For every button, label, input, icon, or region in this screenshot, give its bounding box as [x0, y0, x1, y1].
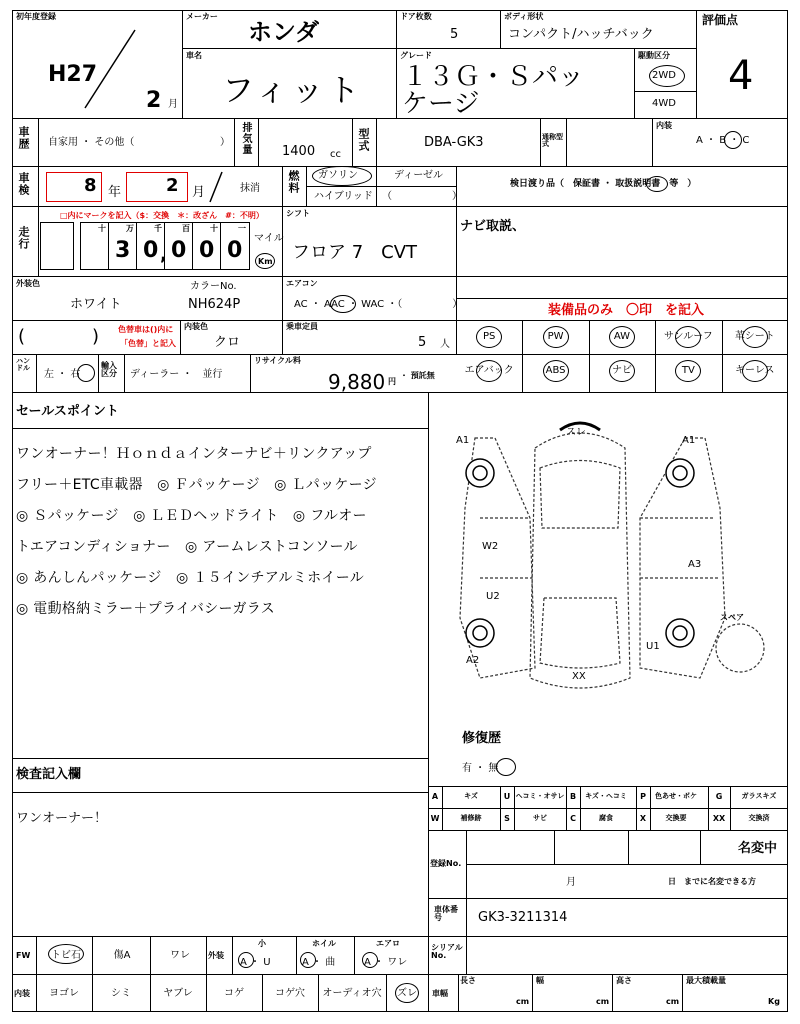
first-reg-month-unit: 月	[168, 99, 178, 110]
divider	[466, 936, 467, 974]
maker-value: ホンダ	[248, 18, 320, 46]
inspection-year: 8	[84, 175, 97, 196]
int-shift-circle	[395, 983, 419, 1003]
inspection-month-unit: 月	[192, 185, 206, 200]
length-label: 長さ	[460, 976, 476, 985]
sales-line: ◎ Ｓパッケージ ◎ ＬＥＤヘッドライト ◎ フルオー	[16, 508, 367, 524]
divider	[150, 936, 151, 974]
wheel-label: ホイル	[312, 939, 336, 948]
handle-right-circle	[77, 364, 95, 382]
divider	[12, 354, 788, 355]
car-name-label: 車名	[186, 51, 202, 60]
equipment-item: TV	[681, 365, 695, 376]
mileage-digit: 0	[143, 238, 159, 263]
damage-label: スペア	[720, 613, 744, 622]
interior-color-value: クロ	[214, 335, 241, 350]
legend-meaning: 交換済	[748, 814, 770, 822]
divider	[428, 808, 788, 809]
interior-grade-value: A ・ B ・ C	[696, 135, 750, 146]
int-item: ズレ	[397, 988, 417, 999]
legend-meaning: キズ・ヘコミ	[585, 792, 627, 800]
divider	[124, 354, 125, 392]
damage-label: W2	[482, 541, 499, 552]
displacement-value: 1400	[282, 144, 316, 159]
legend-code: U	[503, 792, 511, 801]
divider	[456, 166, 457, 276]
mile-label: マイル	[254, 233, 284, 244]
registration-month: 月	[566, 877, 576, 888]
model-value: DBA-GK3	[424, 135, 484, 150]
color-no-value: NH624P	[188, 297, 241, 312]
divider	[182, 10, 183, 118]
manual-circle	[646, 176, 668, 192]
divider	[182, 48, 696, 49]
damage-label: U2	[486, 591, 500, 602]
divider	[376, 118, 377, 166]
km-label: Km	[258, 257, 273, 266]
grade-a-circle	[362, 952, 378, 968]
equipment-item: PS	[483, 331, 496, 342]
car-diagram	[440, 408, 770, 708]
equipment-circle	[476, 360, 502, 382]
legend-meaning: 腐食	[599, 814, 613, 822]
slash-mark	[206, 170, 226, 204]
inspection-cancel: 抹消	[240, 183, 260, 194]
fuel-other: （ ）	[382, 191, 462, 202]
color-no-label: カラーNo.	[190, 281, 237, 292]
damage-label: A1	[682, 435, 696, 446]
equipment-item: 革シート	[734, 331, 775, 342]
divider	[12, 392, 788, 393]
divider	[136, 222, 137, 270]
divider	[12, 118, 788, 119]
mileage-unit-label: 千	[154, 224, 162, 233]
fw-stone-circle	[48, 944, 84, 964]
legend-code: XX	[712, 814, 726, 823]
divider	[12, 936, 788, 937]
legend-meaning: サビ	[533, 814, 547, 822]
divider	[36, 354, 37, 392]
equipment-circle	[476, 326, 502, 348]
inspection-label: 車検	[17, 172, 30, 196]
equipment-circle	[543, 326, 569, 348]
shift-label: シフト	[286, 209, 310, 218]
divider	[206, 936, 207, 974]
mileage-unit-label: 万	[126, 224, 134, 233]
slash-mark	[80, 28, 140, 110]
legend-code: G	[715, 792, 723, 801]
divider	[12, 792, 428, 793]
paint-note-1: 色替車は()内に	[118, 325, 174, 334]
int-item: コゲ穴	[275, 988, 305, 999]
exterior-color-label: 外装色	[16, 279, 40, 288]
drive-2wd: 2WD	[652, 70, 676, 81]
paint-note-2: 「色替」と記入	[120, 339, 176, 348]
registration-label: 登録No.	[430, 859, 462, 868]
fuel-gas: ガソリン	[318, 170, 358, 181]
exterior-color-value: ホワイト	[70, 297, 122, 312]
divider	[466, 864, 788, 865]
car-name-value: フィット	[222, 71, 364, 109]
fuel-hybrid: ハイブリッド	[314, 191, 373, 202]
ac-label: エアコン	[286, 279, 318, 288]
divider	[234, 118, 235, 166]
recycle-value: 9,880	[328, 370, 386, 394]
divider	[500, 10, 501, 48]
equipment-circle	[543, 360, 569, 382]
handle-value: 左 ・ 右	[44, 369, 81, 380]
mileage-prefix-box	[40, 222, 74, 270]
shift-value: フロア 7 CVT	[292, 242, 418, 263]
divider	[428, 392, 429, 936]
equipment-item: ナビ	[611, 365, 632, 376]
divider	[428, 830, 788, 831]
inspection-notes-text: ワンオーナー！	[16, 811, 108, 826]
drive-label: 駆動区分	[638, 51, 670, 60]
model-label: 型式	[357, 128, 370, 152]
mileage-digit: 0	[171, 238, 187, 263]
fuel-diesel: ディーゼル	[394, 170, 443, 181]
legend-code: C	[570, 814, 576, 823]
sales-line: ワンオーナー！Ｈｏｎｄａインターナビ＋リンクアップ	[16, 446, 372, 462]
int-label: 内装	[14, 989, 30, 998]
repair-none-circle	[496, 758, 516, 776]
equipment-circle	[742, 360, 768, 382]
divider	[180, 320, 181, 354]
wheel-value: A ・ 曲	[302, 957, 336, 968]
paint-paren: (	[18, 326, 26, 347]
int-item: ヨゴレ	[49, 988, 79, 999]
equipment-circle	[609, 360, 635, 382]
width-unit: cm	[596, 997, 610, 1006]
ac-value: AC ・ AAC ・ WAC ・（ ）	[294, 299, 463, 310]
sales-line: トエアコンディショナー ◎ アームレストコンソール	[16, 539, 358, 555]
length-unit: cm	[516, 997, 530, 1006]
registration-day: 日 までに名変できる方	[668, 877, 756, 886]
divider	[282, 166, 283, 276]
equipment-item: サンルーフ	[664, 331, 713, 342]
divider	[12, 206, 788, 207]
fuel-label: 燃料	[287, 170, 300, 194]
int-item: シミ	[111, 988, 131, 999]
small-label: 小	[258, 939, 266, 948]
equipment-item: AW	[613, 331, 631, 342]
equipment-circle	[609, 326, 635, 348]
equipment-item: キーレス	[735, 365, 775, 376]
equipment-title: 装備品のみ 〇印 を記入	[548, 303, 705, 318]
capacity-unit: 人	[440, 339, 450, 350]
body-label: ボディ形状	[504, 12, 544, 21]
dims-label: 車幅	[432, 989, 448, 998]
legend-code: A	[431, 792, 439, 801]
legend-meaning: 補修跡	[460, 814, 482, 822]
weight-label: 最大積載量	[686, 976, 726, 985]
recycle-label: リサイクル料	[254, 356, 301, 365]
aero-value: A ・ ワレ	[364, 957, 408, 968]
legend-code: X	[639, 814, 647, 823]
divider	[466, 898, 467, 936]
small-value: A ・ U	[240, 957, 271, 968]
divider	[458, 974, 459, 1012]
fw-item: トビ石	[51, 950, 81, 961]
ext-label: 外装	[208, 951, 224, 960]
score-value: 4	[728, 53, 754, 99]
divider	[652, 118, 653, 166]
capacity-label: 乗車定員	[286, 322, 318, 331]
divider	[456, 298, 788, 299]
legend-code: W	[430, 814, 440, 823]
repair-title: 修復歴	[462, 731, 502, 746]
mileage-unit-label: 一	[238, 224, 246, 233]
divider	[540, 118, 541, 166]
divider	[296, 936, 297, 974]
doors-value: 5	[450, 27, 459, 42]
divider	[532, 974, 533, 1012]
divider	[282, 276, 283, 354]
damage-label: U1	[646, 641, 660, 652]
grade-value-1: １３Ｇ・Ｓパッ	[402, 62, 585, 92]
mileage-note: □内にマークを記入（$：交換 ＊：改ざん #：不明）	[60, 211, 264, 220]
interior-color-label: 内装色	[184, 322, 208, 331]
body-value: コンパクト/ハッチバック	[508, 27, 654, 42]
divider	[12, 320, 788, 321]
inspection-month: 2	[166, 175, 179, 196]
divider	[306, 186, 456, 187]
equipment-item: ABS	[545, 365, 566, 376]
capacity-value: 5	[418, 335, 427, 350]
divider	[232, 936, 233, 974]
divider	[428, 936, 429, 974]
mileage-digit: 0	[227, 238, 243, 263]
height-unit: cm	[666, 997, 680, 1006]
legend-meaning: キズ	[464, 792, 478, 800]
paint-paren: )	[92, 326, 100, 347]
maker-label: メーカー	[186, 12, 218, 21]
divider	[12, 276, 788, 277]
legend-meaning: 色あせ・ボケ	[655, 792, 697, 800]
chassis-value: GK3-3211314	[478, 910, 568, 925]
chassis-label: 車体番号	[434, 905, 458, 922]
divider	[258, 118, 259, 166]
divider	[696, 10, 697, 118]
divider	[612, 974, 613, 1012]
mileage-unit-label: 十	[98, 224, 106, 233]
drive-4wd: 4WD	[652, 98, 676, 109]
recycle-deposit: ・ 預託無	[400, 371, 435, 380]
damage-label: XX	[572, 671, 586, 682]
mileage-comma: ,	[160, 244, 167, 265]
history-value: 自家用 ・ その他（	[48, 137, 135, 148]
inspection-notes-title: 検査記入欄	[16, 767, 82, 782]
inspection-year-unit: 年	[108, 185, 122, 200]
int-item: オーディオ穴	[322, 988, 382, 999]
fw-label: FW	[16, 951, 31, 960]
sales-title: セールスポイント	[16, 404, 119, 419]
mileage-unit-label: 百	[182, 224, 190, 233]
fw-item: ワレ	[170, 950, 190, 961]
width-label: 幅	[536, 976, 544, 985]
divider	[98, 354, 99, 392]
repair-value: 有 ・ 無	[462, 763, 499, 774]
divider	[38, 166, 39, 276]
damage-label: A3	[688, 559, 702, 570]
divider	[12, 758, 428, 759]
grade-a-circle	[300, 952, 316, 968]
grade-value-2: ケージ	[402, 89, 480, 119]
int-item: ヤブレ	[163, 988, 193, 999]
damage-label: スレ	[566, 427, 586, 438]
equipment-circle	[742, 326, 768, 348]
fw-item: 傷A	[113, 950, 131, 961]
equipment-item: PW	[547, 331, 564, 342]
divider	[700, 830, 701, 864]
score-label: 評価点	[702, 13, 739, 27]
divider	[38, 118, 39, 166]
displacement-label: 排気量	[240, 122, 251, 155]
import-label: 輸入区分	[101, 361, 117, 378]
divider	[428, 898, 788, 899]
divider	[634, 91, 696, 92]
sales-line: フリー＋ETC車載器 ◎ Ｆパッケージ ◎ Ｌパッケージ	[16, 477, 377, 493]
ac-aac-circle	[330, 295, 356, 313]
sales-line: ◎ あんしんパッケージ ◎ １５インチアルミホイール	[16, 570, 365, 586]
interior-grade-label: 内装	[656, 121, 672, 130]
common-model-label: 通称型式	[542, 133, 563, 148]
legend-meaning: ガラスキズ	[741, 792, 777, 800]
divider	[220, 222, 221, 270]
weight-unit: Kg	[768, 997, 780, 1006]
legend-meaning: ヘコミ・オサレ	[515, 792, 565, 800]
divider	[12, 974, 788, 975]
damage-label: A1	[456, 435, 470, 446]
grade-a-circle	[238, 952, 254, 968]
height-label: 高さ	[616, 976, 632, 985]
mileage-unit-label: 十	[210, 224, 218, 233]
legend-meaning: 交換要	[665, 814, 687, 822]
divider	[634, 48, 635, 118]
delivery-notes: ナビ取説、	[460, 219, 526, 234]
doors-label: ドア枚数	[400, 12, 432, 21]
divider	[12, 428, 428, 429]
divider	[12, 166, 788, 167]
divider	[456, 276, 457, 354]
divider	[92, 936, 93, 974]
legend-code: B	[569, 792, 577, 801]
mileage-label: 走行	[17, 226, 30, 250]
divider	[682, 974, 683, 1012]
divider	[428, 786, 788, 787]
first-reg-month: 2	[146, 88, 162, 113]
damage-label: A2	[466, 655, 480, 666]
serial-label: シリアルNo.	[431, 943, 463, 960]
int-item: コゲ	[224, 988, 244, 999]
legend-code: S	[504, 814, 510, 823]
divider	[192, 222, 193, 270]
equipment-item: エアバック	[464, 365, 514, 376]
grade-label: グレード	[400, 51, 432, 60]
recycle-unit: 円	[388, 377, 396, 386]
import-value: ディーラー ・ 並行	[130, 369, 223, 380]
divider	[566, 118, 567, 166]
name-change: 名変中	[738, 841, 778, 856]
divider	[108, 222, 109, 270]
divider	[354, 936, 355, 974]
mileage-digit: 3	[115, 238, 131, 263]
first-reg-year: H27	[48, 62, 98, 87]
sales-line: ◎ 電動格納ミラー＋プライバシーガラス	[16, 601, 275, 617]
legend-code: P	[640, 792, 646, 801]
divider	[628, 830, 629, 864]
inspection-month-box	[126, 172, 188, 202]
mileage-digit: 0	[199, 238, 215, 263]
divider	[428, 974, 429, 1012]
aero-label: エアロ	[376, 939, 400, 948]
divider	[352, 118, 353, 166]
first-reg-label: 初年度登録	[16, 12, 56, 21]
history-label: 車歴	[17, 126, 30, 150]
divider	[36, 936, 37, 974]
handle-label: ハンドル	[16, 357, 30, 372]
divider	[554, 830, 555, 864]
divider	[250, 354, 251, 392]
delivery-docs: 検日渡り品（ 保証書 ・ 取扱説明書 等 ）	[510, 179, 697, 189]
divider	[396, 10, 397, 118]
displacement-unit: cc	[330, 149, 341, 160]
history-paren: ）	[220, 137, 230, 148]
